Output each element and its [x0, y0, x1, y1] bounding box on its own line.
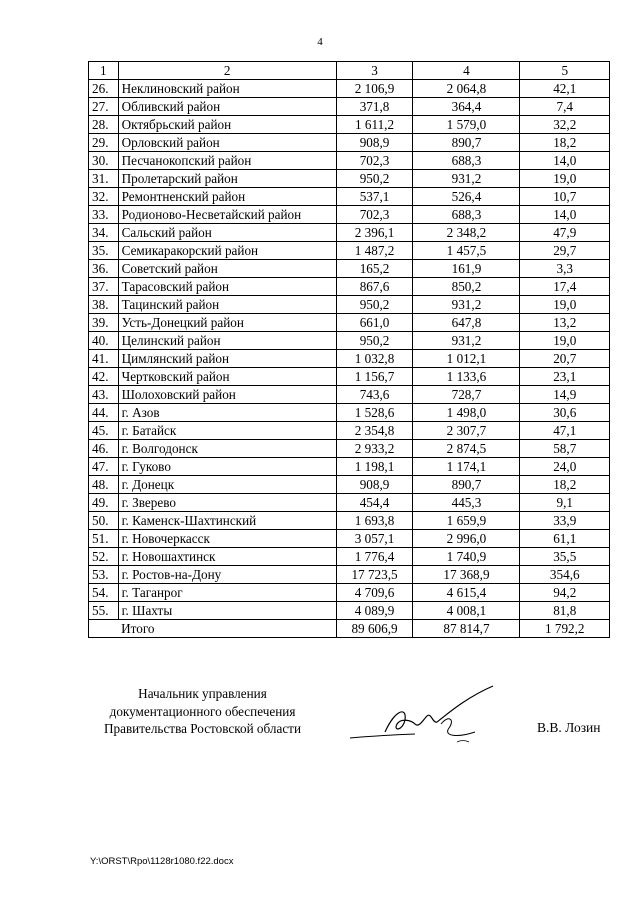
- table-cell: 41.: [89, 350, 119, 368]
- table-cell: Песчанокопский район: [118, 152, 336, 170]
- table-cell: 165,2: [336, 260, 413, 278]
- table-cell: 7,4: [520, 98, 610, 116]
- table-cell: Чертковский район: [118, 368, 336, 386]
- table-cell: 661,0: [336, 314, 413, 332]
- table-cell: г. Батайск: [118, 422, 336, 440]
- table-cell: 47.: [89, 458, 119, 476]
- table-cell: 10,7: [520, 188, 610, 206]
- table-row: [89, 548, 610, 566]
- table-cell: 52.: [89, 548, 119, 566]
- table-row: [89, 458, 610, 476]
- table-cell: Тарасовский район: [118, 278, 336, 296]
- table-cell: 46.: [89, 440, 119, 458]
- table-cell: 9,1: [520, 494, 610, 512]
- table-cell: г. Гуково: [118, 458, 336, 476]
- table-cell: 2 106,9: [336, 80, 413, 98]
- table-cell: 445,3: [413, 494, 520, 512]
- table-cell: 40.: [89, 332, 119, 350]
- table-cell: 702,3: [336, 206, 413, 224]
- table-cell: г. Каменск-Шахтинский: [118, 512, 336, 530]
- table-cell: 950,2: [336, 296, 413, 314]
- table-cell: 2 996,0: [413, 530, 520, 548]
- table-cell: 81,8: [520, 602, 610, 620]
- table-cell: 23,1: [520, 368, 610, 386]
- table-cell: 17 723,5: [336, 566, 413, 584]
- table-cell: Усть-Донецкий район: [118, 314, 336, 332]
- table-cell: 4 615,4: [413, 584, 520, 602]
- table-cell: 161,9: [413, 260, 520, 278]
- table-cell: 3,3: [520, 260, 610, 278]
- total-col3: 89 606,9: [336, 620, 413, 638]
- signatory-title: [90, 685, 315, 738]
- table-row: [89, 116, 610, 134]
- table-row: [89, 368, 610, 386]
- table-cell: 44.: [89, 404, 119, 422]
- table-cell: 47,1: [520, 422, 610, 440]
- table-row: [89, 530, 610, 548]
- table-cell: 931,2: [413, 170, 520, 188]
- table-row: [89, 170, 610, 188]
- table-cell: 2 933,2: [336, 440, 413, 458]
- table-cell: 33,9: [520, 512, 610, 530]
- table-cell: г. Азов: [118, 404, 336, 422]
- table-cell: Октябрьский район: [118, 116, 336, 134]
- table-cell: 4 008,1: [413, 602, 520, 620]
- file-path: Y:\ORST\Rpo\1128r1080.f22.docx: [90, 856, 234, 867]
- table-cell: 42,1: [520, 80, 610, 98]
- table-row: [89, 260, 610, 278]
- table-cell: 32.: [89, 188, 119, 206]
- table-row: [89, 242, 610, 260]
- table-cell: 1 693,8: [336, 512, 413, 530]
- table-cell: 688,3: [413, 206, 520, 224]
- table-cell: 1 611,2: [336, 116, 413, 134]
- table-cell: 2 874,5: [413, 440, 520, 458]
- table-cell: 33.: [89, 206, 119, 224]
- table-cell: 1 579,0: [413, 116, 520, 134]
- table-cell: 19,0: [520, 170, 610, 188]
- table-cell: 2 354,8: [336, 422, 413, 440]
- total-col5: 1 792,2: [520, 620, 610, 638]
- table-cell: 371,8: [336, 98, 413, 116]
- table-cell: 537,1: [336, 188, 413, 206]
- table-cell: 61,1: [520, 530, 610, 548]
- table-cell: 2 064,8: [413, 80, 520, 98]
- table-cell: 34.: [89, 224, 119, 242]
- table-cell: 14,0: [520, 152, 610, 170]
- table-cell: 3 057,1: [336, 530, 413, 548]
- table-cell: г. Зверево: [118, 494, 336, 512]
- table-cell: 26.: [89, 80, 119, 98]
- table-cell: г. Новочеркасск: [118, 530, 336, 548]
- table-row: [89, 350, 610, 368]
- table-cell: 39.: [89, 314, 119, 332]
- total-label: Итого: [118, 620, 336, 638]
- table-cell: 38.: [89, 296, 119, 314]
- table-row: [89, 584, 610, 602]
- table-cell: 2 307,7: [413, 422, 520, 440]
- table-row: [89, 134, 610, 152]
- table-cell: 850,2: [413, 278, 520, 296]
- table-cell: 37.: [89, 278, 119, 296]
- table-cell: 24,0: [520, 458, 610, 476]
- table-cell: 931,2: [413, 332, 520, 350]
- table-row: [89, 224, 610, 242]
- table-row: [89, 512, 610, 530]
- table-cell: 53.: [89, 566, 119, 584]
- table-cell: 18,2: [520, 134, 610, 152]
- table-cell: 728,7: [413, 386, 520, 404]
- total-empty-cell: [89, 620, 119, 638]
- allocation-table: [88, 61, 610, 638]
- table-cell: 354,6: [520, 566, 610, 584]
- table-cell: 32,2: [520, 116, 610, 134]
- table-cell: 950,2: [336, 170, 413, 188]
- table-row: [89, 602, 610, 620]
- table-cell: 14,0: [520, 206, 610, 224]
- table-cell: 29,7: [520, 242, 610, 260]
- table-cell: 890,7: [413, 134, 520, 152]
- table-cell: 1 032,8: [336, 350, 413, 368]
- table-cell: г. Шахты: [118, 602, 336, 620]
- table-cell: 94,2: [520, 584, 610, 602]
- table-cell: Ремонтненский район: [118, 188, 336, 206]
- table-cell: 1 133,6: [413, 368, 520, 386]
- table-cell: 1 457,5: [413, 242, 520, 260]
- table-cell: 1 740,9: [413, 548, 520, 566]
- table-cell: 17 368,9: [413, 566, 520, 584]
- table-cell: 4 709,6: [336, 584, 413, 602]
- table-row: [89, 404, 610, 422]
- table-cell: Пролетарский район: [118, 170, 336, 188]
- table-cell: 1 528,6: [336, 404, 413, 422]
- table-cell: 364,4: [413, 98, 520, 116]
- table-row: [89, 278, 610, 296]
- table-cell: 20,7: [520, 350, 610, 368]
- signatory-name: В.В. Лозин: [537, 720, 601, 735]
- table-cell: Обливский район: [118, 98, 336, 116]
- table-cell: 13,2: [520, 314, 610, 332]
- header-cell: 2: [118, 62, 336, 80]
- table-cell: 51.: [89, 530, 119, 548]
- table-cell: 908,9: [336, 134, 413, 152]
- table-cell: 702,3: [336, 152, 413, 170]
- table-cell: 1 174,1: [413, 458, 520, 476]
- table-cell: г. Ростов-на-Дону: [118, 566, 336, 584]
- signatory-title-line: документационного обеспечения: [109, 703, 296, 719]
- table-cell: 19,0: [520, 296, 610, 314]
- table-cell: 17,4: [520, 278, 610, 296]
- table-cell: 31.: [89, 170, 119, 188]
- table-cell: 867,6: [336, 278, 413, 296]
- table-cell: 4 089,9: [336, 602, 413, 620]
- table-cell: 45.: [89, 422, 119, 440]
- table-header-row: [89, 62, 610, 80]
- table-cell: Родионово-Несветайский район: [118, 206, 336, 224]
- table-cell: Орловский район: [118, 134, 336, 152]
- table-cell: 526,4: [413, 188, 520, 206]
- table-cell: 454,4: [336, 494, 413, 512]
- table-row: [89, 206, 610, 224]
- table-cell: 2 396,1: [336, 224, 413, 242]
- header-cell: 4: [413, 62, 520, 80]
- table-cell: 55.: [89, 602, 119, 620]
- table-cell: 28.: [89, 116, 119, 134]
- table-cell: 29.: [89, 134, 119, 152]
- table-row: [89, 494, 610, 512]
- table-row: [89, 98, 610, 116]
- table-cell: 42.: [89, 368, 119, 386]
- table-row: [89, 314, 610, 332]
- table-cell: 2 348,2: [413, 224, 520, 242]
- table-cell: 1 498,0: [413, 404, 520, 422]
- table-row: [89, 80, 610, 98]
- table-cell: Сальский район: [118, 224, 336, 242]
- header-cell: 1: [89, 62, 119, 80]
- table-cell: 43.: [89, 386, 119, 404]
- table-row: [89, 386, 610, 404]
- table-cell: 647,8: [413, 314, 520, 332]
- table-cell: 1 156,7: [336, 368, 413, 386]
- table-cell: 35,5: [520, 548, 610, 566]
- table-row: [89, 566, 610, 584]
- table-cell: г. Волгодонск: [118, 440, 336, 458]
- total-col4: 87 814,7: [413, 620, 520, 638]
- table-cell: г. Таганрог: [118, 584, 336, 602]
- table-cell: Цимлянский район: [118, 350, 336, 368]
- table-cell: 1 659,9: [413, 512, 520, 530]
- table-cell: 1 012,1: [413, 350, 520, 368]
- signatory-title-line: Начальник управления: [138, 686, 267, 701]
- table-row: [89, 152, 610, 170]
- table-cell: 49.: [89, 494, 119, 512]
- table-row: [89, 422, 610, 440]
- table-cell: 19,0: [520, 332, 610, 350]
- table-cell: 1 198,1: [336, 458, 413, 476]
- table-cell: 908,9: [336, 476, 413, 494]
- table-cell: 931,2: [413, 296, 520, 314]
- table-cell: Целинский район: [118, 332, 336, 350]
- table-cell: 27.: [89, 98, 119, 116]
- table-cell: 47,9: [520, 224, 610, 242]
- table-row: [89, 332, 610, 350]
- table-cell: Советский район: [118, 260, 336, 278]
- table-cell: 35.: [89, 242, 119, 260]
- table-cell: Шолоховский район: [118, 386, 336, 404]
- table-row: [89, 188, 610, 206]
- table-cell: 14,9: [520, 386, 610, 404]
- table-cell: 54.: [89, 584, 119, 602]
- table-body: [89, 62, 610, 620]
- page-number: 4: [317, 36, 323, 48]
- table-cell: 890,7: [413, 476, 520, 494]
- table-cell: 950,2: [336, 332, 413, 350]
- table-cell: 48.: [89, 476, 119, 494]
- table-cell: 1 487,2: [336, 242, 413, 260]
- handwritten-signature: [345, 680, 505, 750]
- table-cell: 743,6: [336, 386, 413, 404]
- total-row: [89, 620, 610, 638]
- table-cell: 30.: [89, 152, 119, 170]
- header-cell: 3: [336, 62, 413, 80]
- table-row: [89, 476, 610, 494]
- table-cell: 30,6: [520, 404, 610, 422]
- table-cell: Неклиновский район: [118, 80, 336, 98]
- signatory-title-line: Правительства Ростовской области: [103, 721, 302, 736]
- table-row: [89, 296, 610, 314]
- table-cell: г. Донецк: [118, 476, 336, 494]
- table-cell: 50.: [89, 512, 119, 530]
- table-cell: Тацинский район: [118, 296, 336, 314]
- table-cell: г. Новошахтинск: [118, 548, 336, 566]
- table-cell: 18,2: [520, 476, 610, 494]
- table-cell: Семикаракорский район: [118, 242, 336, 260]
- header-cell: 5: [520, 62, 610, 80]
- table-cell: 688,3: [413, 152, 520, 170]
- table-row: [89, 440, 610, 458]
- table-cell: 1 776,4: [336, 548, 413, 566]
- table-cell: 36.: [89, 260, 119, 278]
- table-cell: 58,7: [520, 440, 610, 458]
